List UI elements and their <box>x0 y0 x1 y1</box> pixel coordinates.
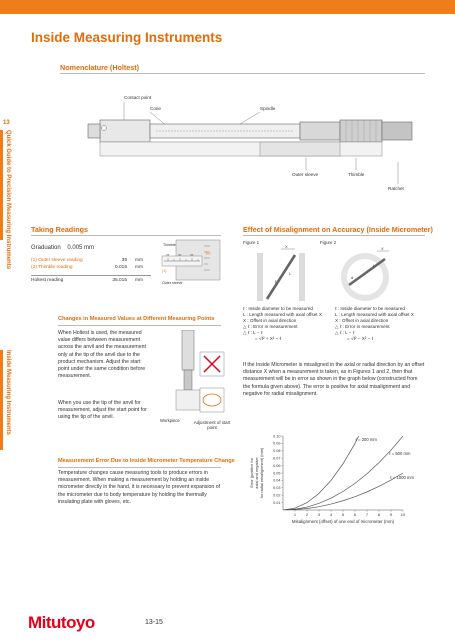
result-label: Holtest reading <box>31 278 64 283</box>
y-tick-label: 0.06 <box>273 463 281 468</box>
result-unit: mm <box>135 278 143 283</box>
changes-rule <box>58 325 221 326</box>
label-cone: Cone <box>150 106 161 111</box>
readings-table <box>31 258 151 285</box>
legend-line: △ ℓ : L − ℓ <box>243 330 263 335</box>
dial-thimble-label: Thimble <box>163 243 176 247</box>
series-label: ℓ = 1000 mm <box>390 474 414 480</box>
x-tick-label: 5 <box>341 512 345 517</box>
reading-row <box>31 265 151 272</box>
label-spindle: Spindle <box>260 106 276 111</box>
changes-heading: Changes in Measured Values at Different Measuring Points <box>58 316 215 322</box>
reading-dial-diagram <box>160 238 222 286</box>
figure-1-diagram <box>255 245 315 303</box>
y-tick-label: 0.09 <box>273 441 281 446</box>
misalignment-heading: Effect of Misalignment on Accuracy (Inside Micrometer) <box>243 225 433 234</box>
series-group <box>283 430 403 510</box>
x-tick-label: 4 <box>329 512 333 517</box>
legend-line: = √ℓ² − X² − ℓ <box>347 336 374 341</box>
x-tick-label: 2 <box>305 512 309 517</box>
result-value: 35.015 <box>112 278 127 283</box>
dial-n2: (2) <box>206 251 211 255</box>
x-tick-label: 6 <box>353 512 357 517</box>
dial-tick-25: 25 <box>166 253 170 257</box>
label-outer-sleeve: Outer sleeve <box>292 172 319 177</box>
dial-tick-35: 35 <box>190 253 194 257</box>
reading-row <box>31 258 151 265</box>
x-tick-label: 8 <box>377 512 381 517</box>
graduation-value: 0.005 mm <box>67 245 95 251</box>
graduation-line <box>31 245 94 251</box>
label-thimble: Thimble <box>348 172 365 177</box>
adjustment-label: Adjustment of start point <box>193 420 231 430</box>
holtest-diagram <box>80 90 425 200</box>
page-title: Inside Measuring Instruments <box>31 30 223 45</box>
fig1-x: X <box>285 245 288 249</box>
changes-para-2: When you use the tip of the anvil for measurement, adjust the start point for using the tip of the anvil. <box>58 400 147 421</box>
figure-2-label: Figure 2 <box>320 240 337 245</box>
legend-line: ℓ : Inside diameter to be measured <box>243 306 313 311</box>
reading-unit: mm <box>135 265 143 270</box>
side-tab-bottom <box>0 350 3 450</box>
legend-figure-2 <box>335 306 425 342</box>
legend-line: L : Length measured with axial offset X <box>243 312 322 317</box>
y-tick-label: 0.07 <box>273 456 281 461</box>
y-tick-label: 0.05 <box>273 471 281 476</box>
series-line <box>283 436 403 510</box>
series-label: ℓ = 200 mm <box>355 437 377 443</box>
misalignment-para: If the Inside Micrometer is misaligned in the axial or radial direction by an offset distance X when a measurement is taken, as in Figures 1 and 2, then that measurement will be in error as shown in the graph below (constructed from the formula given above). The error is positive for axial misalignment and negative for radial misalignment. <box>243 362 425 397</box>
side-tab-top <box>0 130 3 240</box>
y-tick-label: 0.01 <box>273 500 281 505</box>
y-tick-label: 0.03 <box>273 486 281 491</box>
reading-divider <box>31 275 151 276</box>
misalignment-rule <box>243 235 425 236</box>
reading-value: 35 <box>121 258 127 263</box>
legend-line: △ ℓ : Error in measurement <box>243 324 298 329</box>
error-chart <box>243 430 425 530</box>
label-contact-point: Contact point <box>124 95 152 100</box>
workpiece-label: Workpiece <box>160 418 180 423</box>
legend-line: = √ℓ² + X² − ℓ <box>255 336 282 341</box>
label-ratchet: Ratchet <box>388 186 404 191</box>
figure-1-label: Figure 1 <box>243 240 260 245</box>
legend-line: △ ℓ : Error in measurement <box>335 324 390 329</box>
temperature-rule <box>58 467 221 468</box>
series-line <box>283 430 403 510</box>
legend-line: ℓ : Inside diameter to be measured <box>335 306 405 311</box>
x-tick-label: 7 <box>365 512 369 517</box>
y-tick-label: 0.04 <box>273 478 281 483</box>
fig2-x: X <box>381 246 384 251</box>
y-tick-label: 0.02 <box>273 493 281 498</box>
legend-line: X : Offset in axial direction <box>243 318 297 323</box>
side-tab-bottom-label: Inside Measuring Instruments <box>5 350 11 436</box>
dial-sleeve-label: Outer sleeve <box>162 281 183 285</box>
dial-n1: (1) <box>162 269 167 273</box>
legend-figure-1 <box>243 306 333 342</box>
fig2-d: d <box>351 275 354 280</box>
holtest-tip-diagram <box>160 330 230 425</box>
taking-readings-heading: Taking Readings <box>31 225 88 234</box>
fig2-L: L <box>373 263 376 268</box>
legend-line: X : Offset in axial direction <box>335 318 389 323</box>
series-label: ℓ = 500 mm <box>389 451 411 457</box>
y-axis-label: Error (positive for <box>249 458 254 488</box>
reading-label: (1) Outer sleeve reading <box>31 258 83 263</box>
changes-para-1: When Holtest is used, the measured value differs between measurement across the anvil and the measurement only at the tip of the anvil due to the product mechanism. Adjust the start point under the same condition before measurement. <box>58 330 146 380</box>
x-axis-label: Misalignment (offset) of one end of micrometer (mm) <box>291 519 395 524</box>
figure-2-diagram <box>335 245 405 303</box>
reading-value: 0.015 <box>114 265 127 270</box>
page-marker: 13 <box>3 120 10 126</box>
temperature-heading: Measurement Error Due to Inside Micrometer Temperature Change <box>58 458 235 464</box>
reading-unit: mm <box>135 258 143 263</box>
dial-tick-30: 30 <box>178 253 182 257</box>
nomenclature-rule <box>60 73 425 74</box>
reading-label: (2) Thimble reading <box>31 265 73 270</box>
legend-line: △ ℓ : L − ℓ <box>335 330 355 335</box>
y-tick-label: 0.10 <box>273 434 281 439</box>
nomenclature-heading: Nomenclature (Holtest) <box>60 63 140 72</box>
x-tick-label: 9 <box>389 512 393 517</box>
top-bar <box>0 0 455 14</box>
y-axis-label: axial and negative <box>254 457 259 489</box>
reading-result-row <box>31 278 151 285</box>
mitutoyo-logo: Mitutoyo <box>28 613 95 632</box>
graduation-label: Graduation <box>31 245 61 251</box>
legend-line: L : Length measured with axial offset X <box>335 312 414 317</box>
side-tab-top-label: Quick Guide to Precision Measuring Instruments <box>5 130 11 270</box>
y-axis-label: for radial misalignment) (mm) <box>259 447 264 499</box>
fig1-L: L <box>289 271 292 276</box>
x-tick-label: 3 <box>317 512 321 517</box>
page-number: 13-15 <box>145 619 163 626</box>
taking-readings-rule <box>31 235 221 236</box>
x-tick-label: 10 <box>400 512 406 517</box>
fig1-l: ℓ <box>275 279 277 284</box>
x-tick-label: 1 <box>293 512 297 517</box>
temperature-para: Temperature changes cause measuring tools to produce errors in measurement. When making a measurement by holding an inside micrometer directly in the hand, it is necessary to prevent expansion of the micrometer due to body temperature by holding the thermally insulating plate with gloves, etc. <box>58 470 221 505</box>
y-tick-label: 0.08 <box>273 449 281 454</box>
